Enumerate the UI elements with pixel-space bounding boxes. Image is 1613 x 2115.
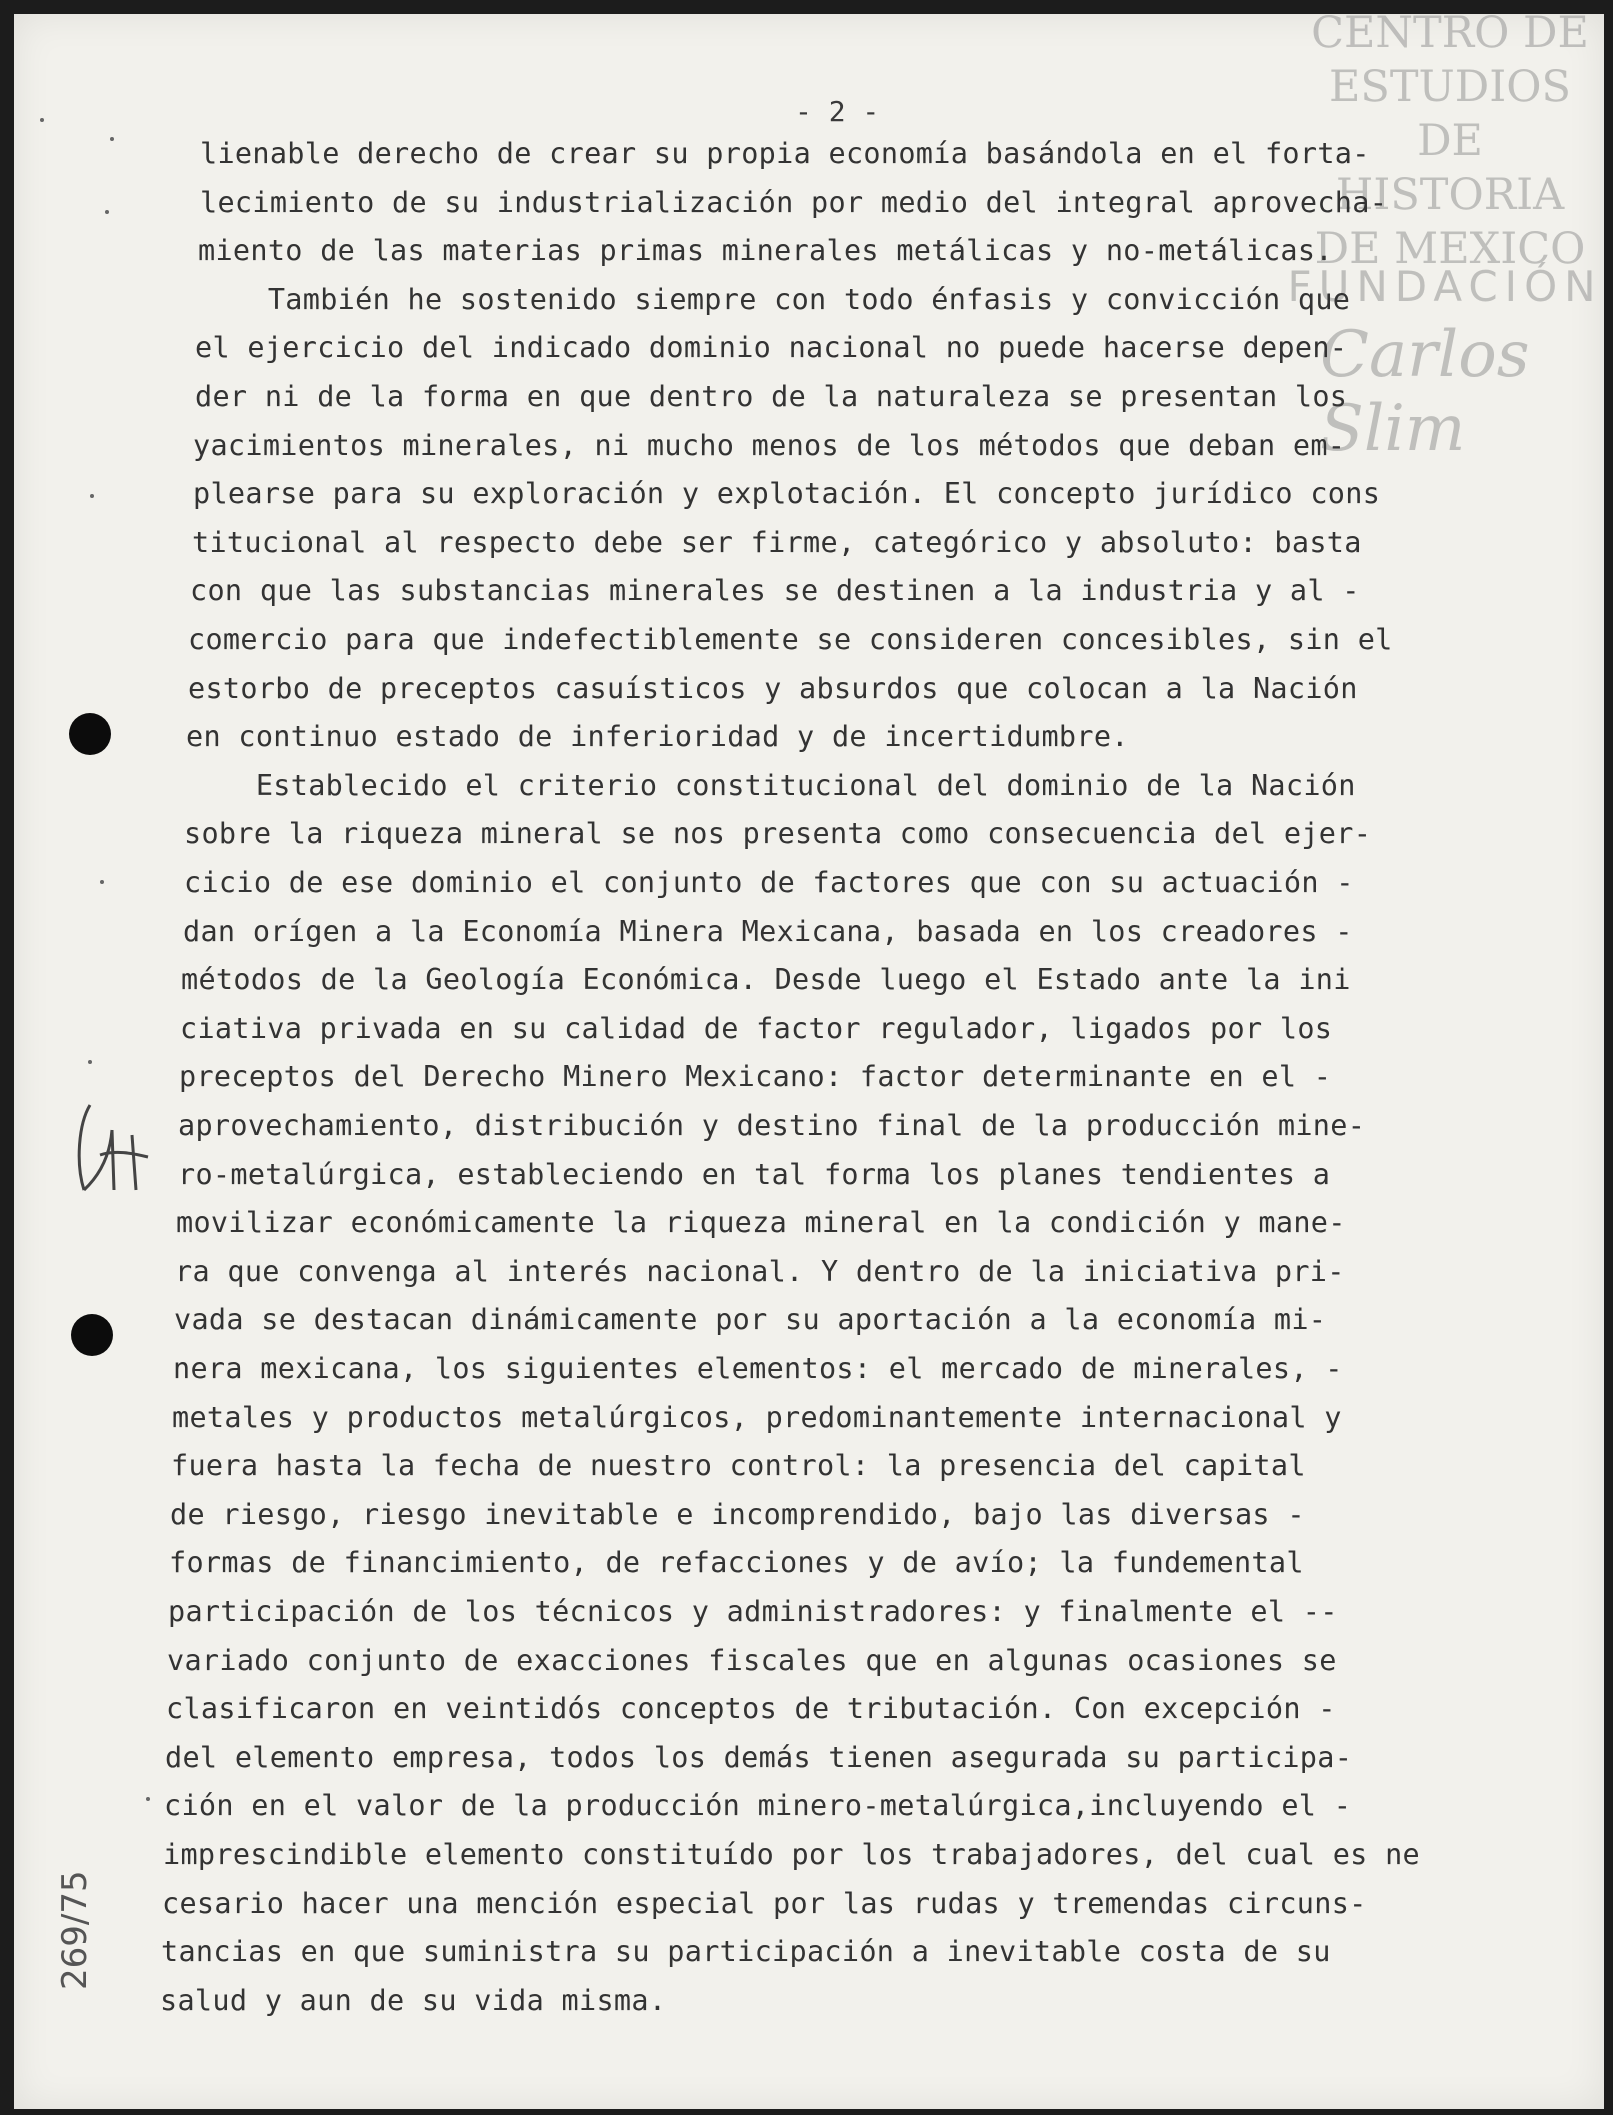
scan-speck	[90, 494, 94, 498]
scan-speck	[146, 1797, 150, 1801]
text-line: nera mexicana, los siguientes elementos: el mercado de minerales, -	[173, 1352, 1343, 1385]
text-line: del elemento empresa, todos los demás tienen asegurada su participa-	[165, 1740, 1353, 1774]
text-line: miento de las materias primas minerales metálicas y no-metálicas.	[198, 234, 1333, 268]
text-line: ra que convenga al interés nacional. Y dentro de la iniciativa pri-	[175, 1254, 1345, 1288]
text-line: imprescindible elemento constituído por los trabajadores, del cual es ne	[163, 1838, 1421, 1871]
text-line: variado conjunto de exacciones fiscales que en algunas ocasiones se	[167, 1643, 1337, 1677]
margin-archive-number: 269/75	[55, 1870, 95, 1990]
text-line: ro-metalúrgica, estableciendo en tal forma los planes tendientes a	[178, 1157, 1331, 1191]
punch-hole	[71, 1314, 113, 1356]
text-line: el ejercicio del indicado dominio nacional no puede hacerse depen-	[195, 331, 1348, 365]
text-line: participación de los técnicos y administradores: y finalmente el --	[168, 1595, 1338, 1628]
text-line: con que las substancias minerales se destinen a la industria y al -	[190, 574, 1360, 608]
handwritten-mark-icon	[70, 1095, 160, 1205]
watermark-line: ESTUDIOS	[1329, 62, 1571, 112]
text-line: lecimiento de su industrialización por medio del integral aprovecha-	[200, 185, 1388, 219]
text-line: ciativa privada en su calidad de factor regulador, ligados por los	[180, 1011, 1333, 1045]
text-line: comercio para que indefectiblemente se consideren concesibles, sin el	[188, 623, 1393, 656]
text-line: fuera hasta la fecha de nuestro control: la presencia del capital	[171, 1449, 1306, 1483]
text-line: tancias en que suministra su participación a inevitable costa de su	[161, 1935, 1331, 1969]
text-line: formas de financimiento, de refacciones y de avío; la fundemental	[169, 1546, 1304, 1580]
page-number: - 2 -	[795, 95, 880, 128]
text-line: der ni de la forma en que dentro de la naturaleza se presentan los	[195, 380, 1348, 413]
text-line: plearse para su exploración y explotación. El concepto jurídico cons	[193, 477, 1381, 511]
text-line: sobre la riqueza mineral se nos presenta como consecuencia del ejer-	[184, 817, 1372, 851]
text-line: metales y productos metalúrgicos, predominantemente internacional y	[172, 1400, 1342, 1434]
scan-speck	[105, 210, 109, 214]
text-line: También he sostenido siempre con todo énfasis y convicción que	[198, 282, 1351, 316]
text-line: vada se destacan dinámicamente por su aportación a la economía mi-	[174, 1303, 1327, 1337]
scan-speck	[88, 1060, 92, 1064]
scan-speck	[100, 880, 104, 884]
watermark-foundation: FUNDACIÓN	[1287, 262, 1603, 311]
text-line: estorbo de preceptos casuísticos y absurdos que colocan a la Nación	[188, 671, 1358, 705]
watermark-line: CENTRO DE	[1311, 8, 1589, 58]
text-line: aprovechamiento, distribución y destino final de la producción mine-	[178, 1109, 1366, 1142]
text-line: titucional al respecto debe ser firme, categórico y absoluto: basta	[192, 525, 1362, 559]
watermark-signature: Carlos Slim	[1320, 318, 1530, 466]
text-line: movilizar económicamente la riqueza mineral en la condición y mane-	[176, 1206, 1346, 1240]
text-line: lienable derecho de crear su propia economía basándola en el forta-	[200, 137, 1370, 170]
text-line: clasificaron en veintidós conceptos de tributación. Con excepción -	[166, 1692, 1336, 1726]
watermark-line: DE MEXICO	[1314, 224, 1586, 274]
text-line: de riesgo, riesgo inevitable e incomprendido, bajo las diversas -	[170, 1497, 1305, 1531]
text-line: métodos de la Geología Económica. Desde luego el Estado ante la ini	[181, 963, 1351, 997]
text-line: cicio de ese dominio el conjunto de factores que con su actuación -	[184, 866, 1354, 899]
text-line: ción en el valor de la producción minero-metalúrgica,incluyendo el -	[164, 1789, 1352, 1823]
scan-speck	[110, 137, 114, 141]
text-line: en continuo estado de inferioridad y de incertidumbre.	[186, 720, 1129, 754]
scan-speck	[40, 118, 44, 122]
punch-hole	[69, 713, 111, 755]
text-line: cesario hacer una mención especial por las rudas y tremendas circuns-	[162, 1886, 1367, 1920]
text-line: dan orígen a la Economía Minera Mexicana, basada en los creadores -	[183, 914, 1353, 948]
text-line: salud y aun de su vida misma.	[160, 1983, 667, 2017]
text-line: Establecido el criterio constitucional del dominio de la Nación	[186, 768, 1356, 802]
text-line: preceptos del Derecho Minero Mexicano: factor determinante en el -	[179, 1060, 1332, 1094]
watermark-line: DE HISTORIA	[1335, 116, 1565, 220]
text-line: yacimientos minerales, ni mucho menos de los métodos que deban em-	[193, 428, 1346, 462]
